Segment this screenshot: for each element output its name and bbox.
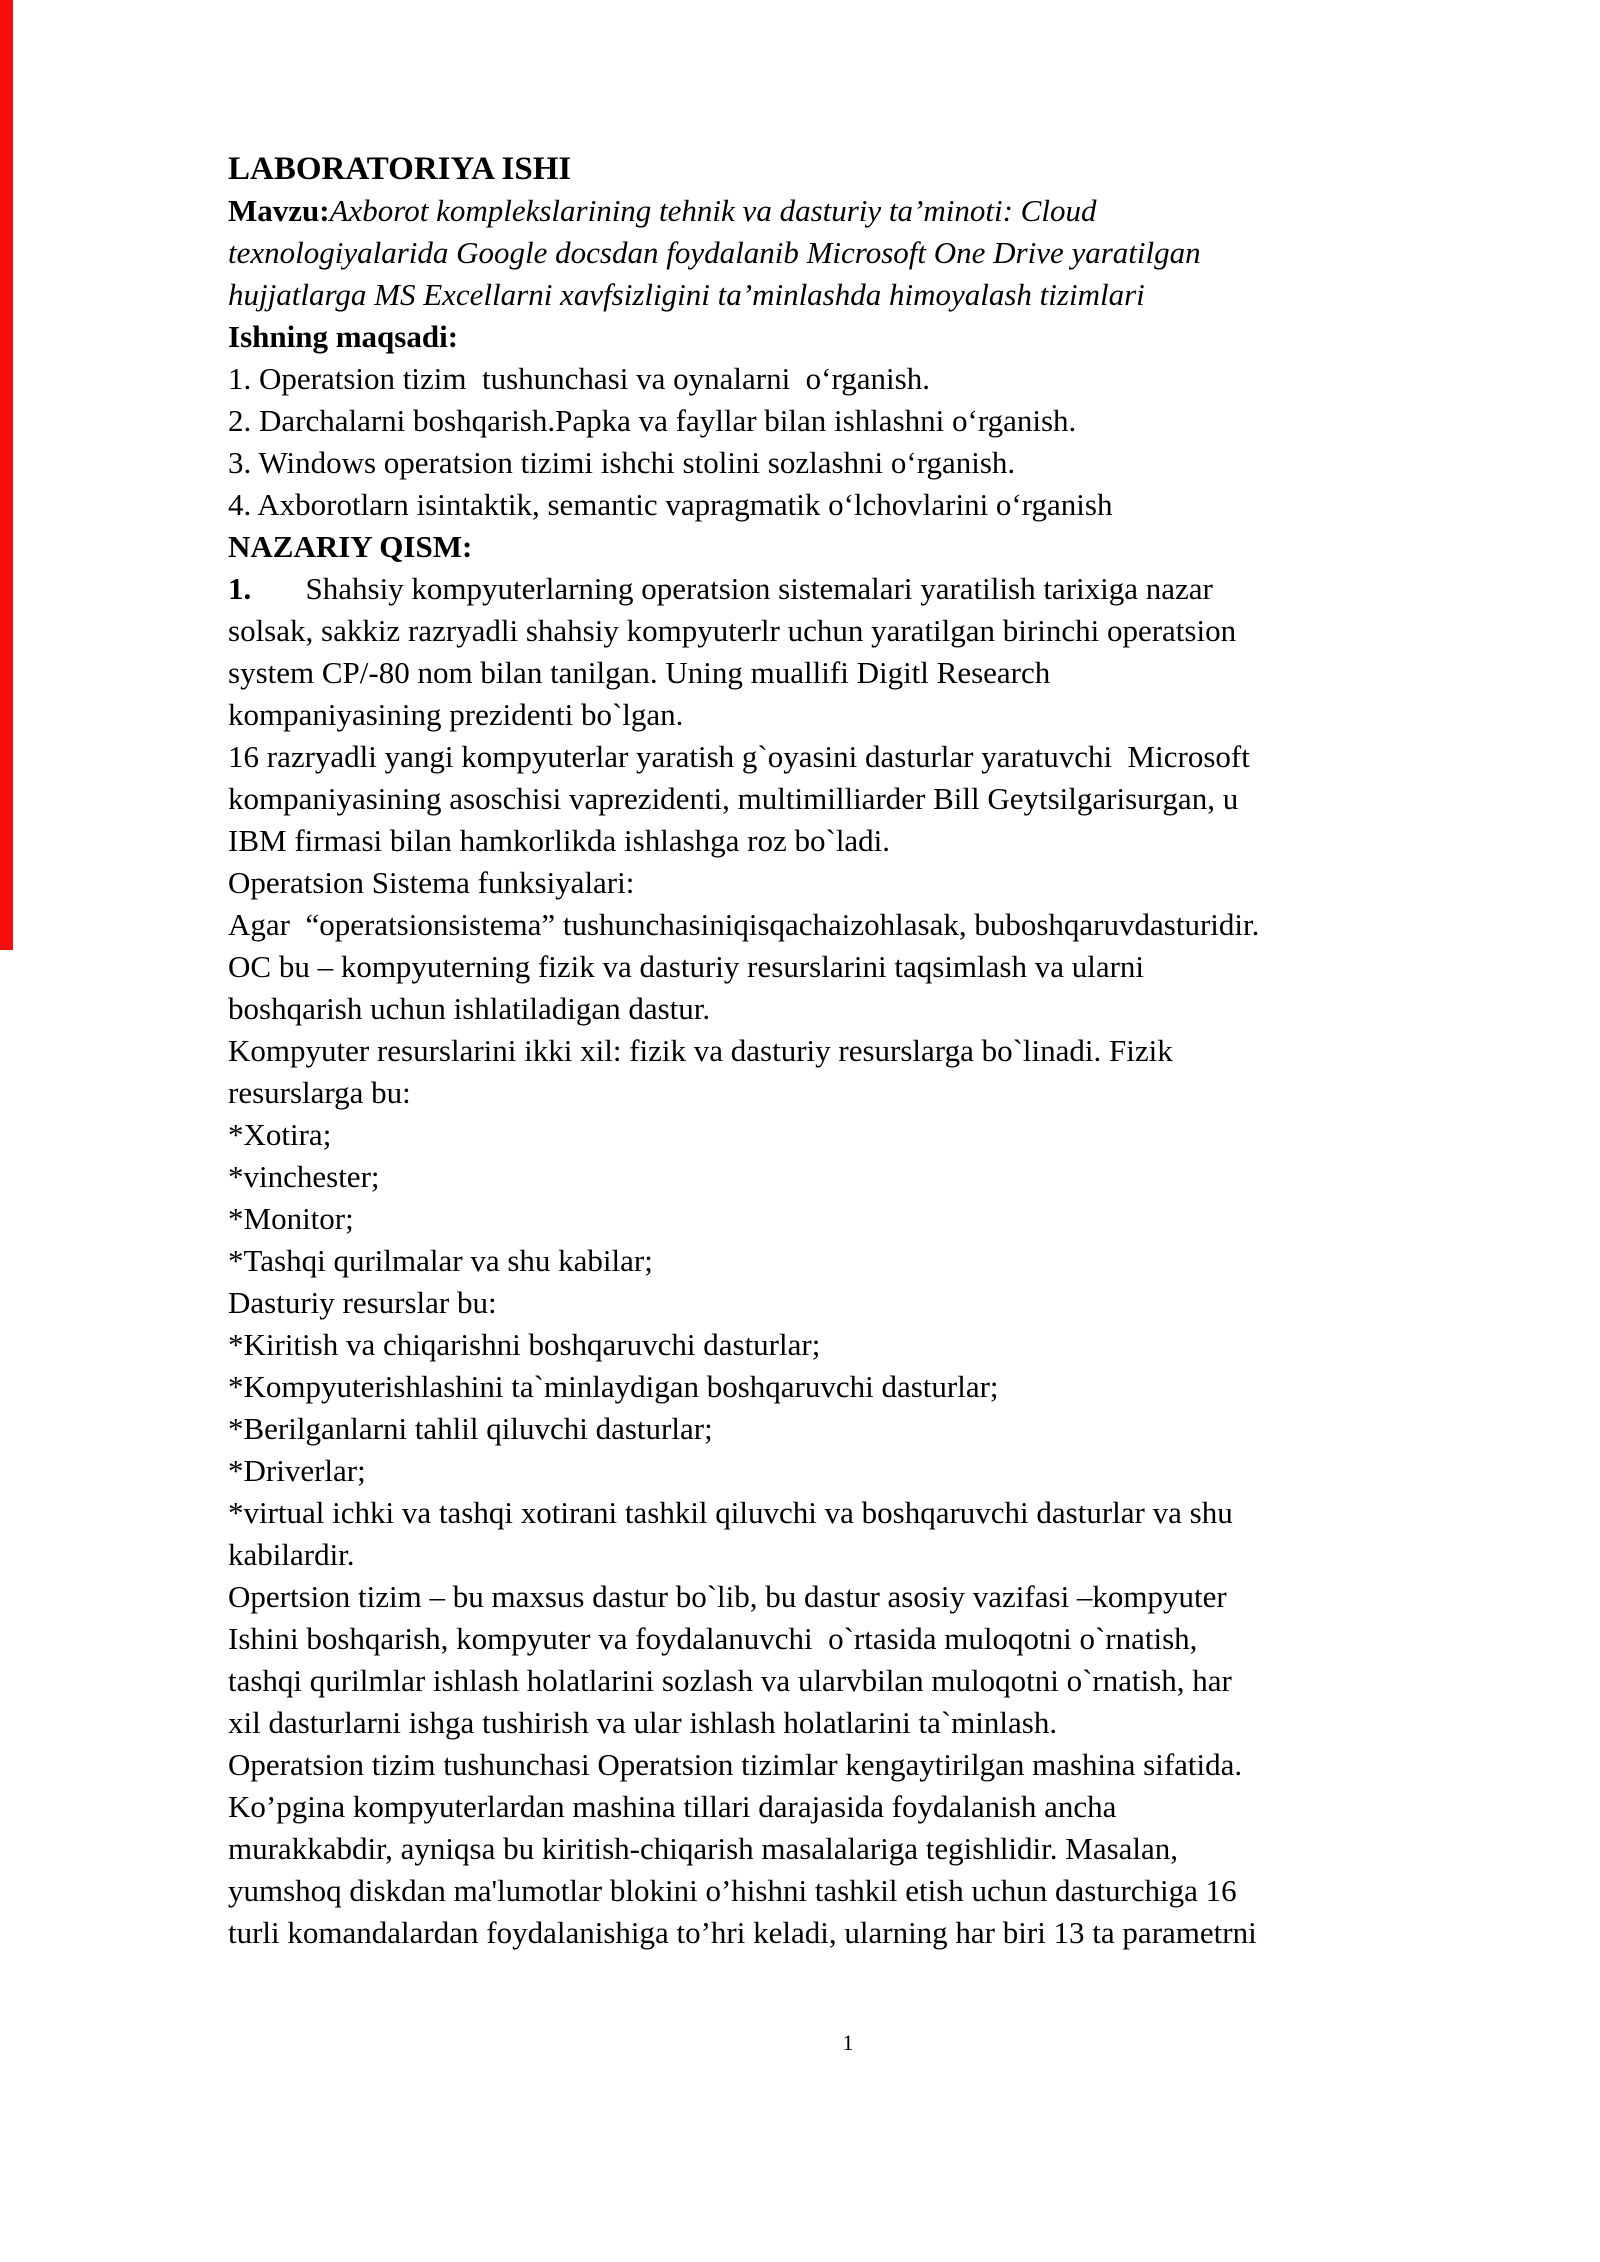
text-line (228, 1870, 1498, 1912)
text-segment: Ishning maqsadi: (228, 319, 459, 354)
text-segment: Mavzu: (228, 193, 330, 228)
text-segment: 1. Operatsion tizim tushunchasi va oynalarni o‘rganish. (228, 361, 930, 396)
text-line (228, 778, 1498, 820)
text-segment: NAZARIY QISM: (228, 529, 473, 564)
text-segment: *Monitor; (228, 1201, 354, 1236)
text-segment: texnologiyalarida Google docsdan foydalanib Microsoft One Drive yaratilgan (228, 235, 1201, 270)
left-edge-red-marker (0, 0, 13, 950)
text-segment: hujjatlarga MS Excellarni xavfsizligini ta’minlashda himoyalash tizimlari (228, 277, 1145, 312)
text-line (228, 904, 1498, 946)
text-line (228, 1324, 1498, 1366)
text-segment: Shahsiy kompyuterlarning operatsion sistemalari yaratilish tarixiga nazar (251, 571, 1213, 606)
text-segment: Dasturiy resurslar bu: (228, 1285, 497, 1320)
text-segment: xil dasturlarni ishga tushirish va ular ishlash holatlarini ta`minlash. (228, 1705, 1058, 1740)
text-line (228, 1660, 1498, 1702)
text-segment: Axborot komplekslarining tehnik va dasturiy ta’minoti: Cloud (329, 193, 1097, 228)
text-line (228, 442, 1498, 484)
text-segment: kompaniyasining asoschisi vaprezidenti, multimilliarder Bill Geytsilgarisurgan, u (228, 781, 1239, 816)
text-segment: 16 razryadli yangi kompyuterlar yaratish g`oyasini dasturlar yaratuvchi Microsoft (228, 739, 1250, 774)
text-line (228, 694, 1498, 736)
text-segment: Operatsion Sistema funksiyalari: (228, 865, 635, 900)
text-line (228, 1618, 1498, 1660)
document-title (228, 148, 1498, 190)
text-segment: *Driverlar; (228, 1453, 366, 1488)
text-line (228, 1912, 1498, 1954)
text-segment: *Tashqi qurilmalar va shu kabilar; (228, 1243, 653, 1278)
text-line (228, 988, 1498, 1030)
text-line (228, 1114, 1498, 1156)
text-line (228, 1030, 1498, 1072)
text-segment: *Berilganlarni tahlil qiluvchi dasturlar; (228, 1411, 713, 1446)
text-segment: Agar “operatsionsistema” tushunchasiniqisqachaizohlasak, buboshqaruvdasturidir. (228, 907, 1260, 942)
text-line (228, 1450, 1498, 1492)
text-line (228, 526, 1498, 568)
text-line (228, 568, 1498, 610)
text-line (228, 400, 1498, 442)
text-segment: *Kompyuterishlashini ta`minlaydigan boshqaruvchi dasturlar; (228, 1369, 999, 1404)
text-segment: kompaniyasining prezidenti bo`lgan. (228, 697, 684, 732)
text-segment: Ko’pgina kompyuterlardan mashina tillari darajasida foydalanish ancha (228, 1789, 1117, 1824)
text-segment: boshqarish uchun ishlatiladigan dastur. (228, 991, 711, 1026)
text-line (228, 1240, 1498, 1282)
text-segment: resurslarga bu: (228, 1075, 411, 1110)
text-line (228, 274, 1498, 316)
text-line (228, 1786, 1498, 1828)
text-segment: solsak, sakkiz razryadli shahsiy kompyuterlr uchun yaratilgan birinchi operatsion (228, 613, 1237, 648)
text-line (228, 1408, 1498, 1450)
text-segment: 3. Windows operatsion tizimi ishchi stolini sozlashni o‘rganish. (228, 445, 1016, 480)
text-line (228, 610, 1498, 652)
text-segment: system CP/-80 nom bilan tanilgan. Uning muallifi Digitl Research (228, 655, 1051, 690)
text-segment: *virtual ichki va tashqi xotirani tashkil qiluvchi va boshqaruvchi dasturlar va shu (228, 1495, 1233, 1530)
text-line (228, 484, 1498, 526)
text-segment: Kompyuter resurslarini ikki xil: fizik va dasturiy resurslarga bo`linadi. Fizik (228, 1033, 1173, 1068)
page-number: 1 (842, 2030, 854, 2055)
text-segment: Opertsion tizim – bu maxsus dastur bo`lib, bu dastur asosiy vazifasi –kompyuter (228, 1579, 1227, 1614)
text-line (228, 316, 1498, 358)
text-segment: 2. Darchalarni boshqarish.Papka va fayllar bilan ishlashni o‘rganish. (228, 403, 1077, 438)
text-segment: Ishini boshqarish, kompyuter va foydalanuvchi o`rtasida muloqotni o`rnatish, (228, 1621, 1198, 1656)
text-line (228, 1828, 1498, 1870)
text-segment: *vinchester; (228, 1159, 380, 1194)
text-line (228, 1366, 1498, 1408)
text-line (228, 862, 1498, 904)
text-line (228, 736, 1498, 778)
text-segment: *Xotira; (228, 1117, 332, 1152)
document-body (228, 148, 1498, 1954)
text-segment: LABORATORIYA ISHI (228, 151, 572, 187)
text-line (228, 1744, 1498, 1786)
text-line (228, 1534, 1498, 1576)
text-line (228, 1072, 1498, 1114)
text-segment: Operatsion tizim tushunchasi Operatsion tizimlar kengaytirilgan mashina sifatida. (228, 1747, 1243, 1782)
text-line (228, 1492, 1498, 1534)
text-segment: yumshoq diskdan ma'lumotlar blokini o’hishni tashkil etish uchun dasturchiga 16 (228, 1873, 1237, 1908)
text-segment: 4. Axborotlarn isintaktik, semantic vapragmatik o‘lchovlarini o‘rganish (228, 487, 1113, 522)
text-segment: murakkabdir, ayniqsa bu kiritish-chiqarish masalalariga tegishlidir. Masalan, (228, 1831, 1179, 1866)
text-line (228, 1198, 1498, 1240)
text-segment: IBM firmasi bilan hamkorlikda ishlashga roz bo`ladi. (228, 823, 891, 858)
text-line (228, 232, 1498, 274)
text-segment: *Kiritish va chiqarishni boshqaruvchi dasturlar; (228, 1327, 821, 1362)
text-line (228, 1282, 1498, 1324)
text-line (228, 946, 1498, 988)
text-segment: 1. (228, 571, 252, 606)
text-line (228, 1576, 1498, 1618)
text-segment: kabilardir. (228, 1537, 355, 1572)
text-line (228, 1702, 1498, 1744)
text-segment: turli komandalardan foydalanishiga to’hri keladi, ularning har biri 13 ta parametrni (228, 1915, 1257, 1950)
text-line (228, 652, 1498, 694)
text-line (228, 1156, 1498, 1198)
text-segment: OC bu – kompyuterning fizik va dasturiy resurslarini taqsimlash va ularni (228, 949, 1145, 984)
text-line (228, 358, 1498, 400)
text-line (228, 820, 1498, 862)
text-segment: tashqi qurilmlar ishlash holatlarini sozlash va ularvbilan muloqotni o`rnatish, har (228, 1663, 1232, 1698)
text-line (228, 190, 1498, 232)
